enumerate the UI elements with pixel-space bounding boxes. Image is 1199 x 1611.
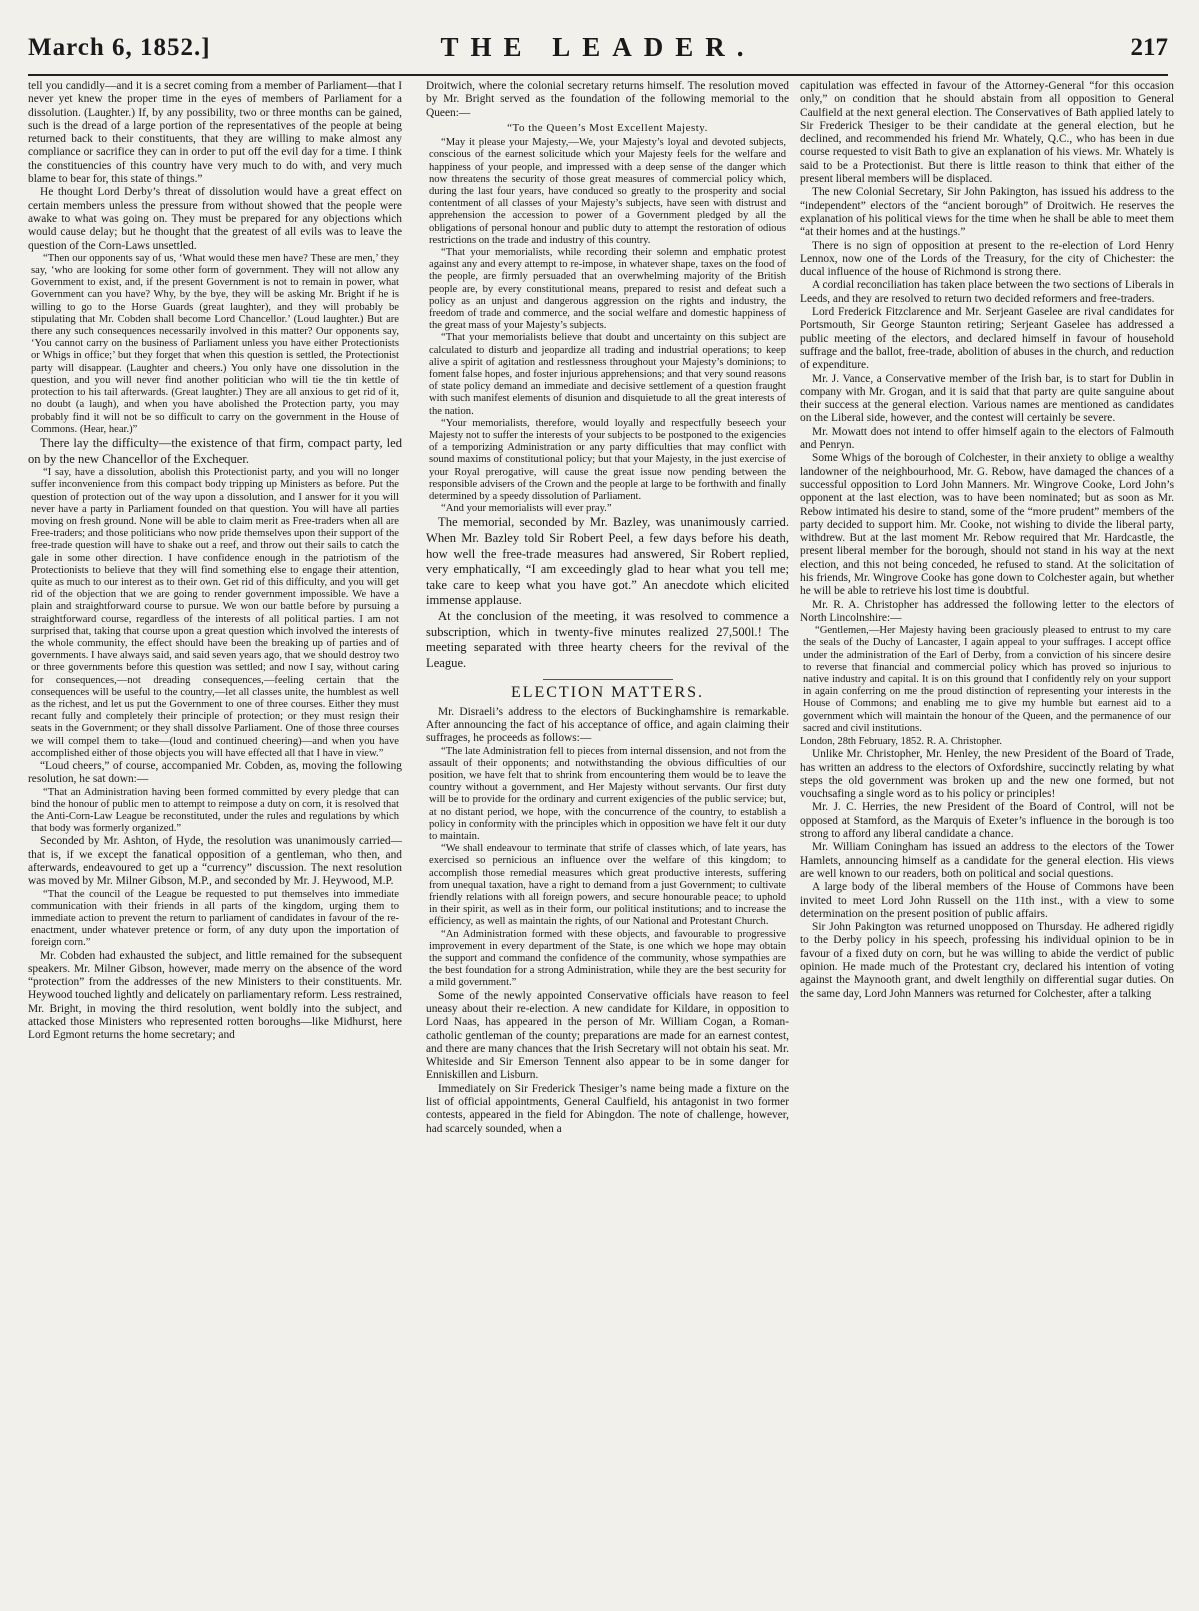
article-paragraph: Sir John Pakington was returned unopposed on Thursday. He adhered rigidly to the Derby policy in his speech, professing his individual opinion to be in favour of a fixed duty on corn, but he was willing to abide the verdict of public opinion. He made much of the Protestant cry, declared his intention of voting against the Maynooth grant, and dwelt lengthily on differential sugar duties. On the same day, Lord John Manners was returned for Colchester, after a talking bbox=[800, 921, 1174, 1000]
column-left bbox=[28, 80, 402, 1608]
article-paragraph: capitulation was effected in favour of the Attorney-General “for this occasion only,” on condition that he should abstain from all opposition to General Caulfield at the next general election. The Conservatives of Bath applied lately to Sir Frederick Thesiger to be their candidate at the general election, but he declined, and recommended his friend Mr. Whately, Q.C., who has been in due course requested to visit Bath to give an explanation of his views. Mr. Whately is said to be a Protectionist. But there is little reason to think that either of the present liberal members will be displaced. bbox=[800, 80, 1174, 186]
article-paragraph: Droitwich, where the colonial secretary returns himself. The resolution moved by Mr. Bright served as the foundation of the following memorial to the Queen:— bbox=[426, 80, 789, 119]
article-paragraph: At the conclusion of the meeting, it was resolved to commence a subscription, which in twenty-five minutes realized 27,500l.! The meeting separated with three hearty cheers for the revival of the League. bbox=[426, 609, 789, 670]
article-paragraph: Lord Frederick Fitzclarence and Mr. Serjeant Gaselee are rival candidates for Portsmouth, Sir George Staunton retiring; Serjeant Gaselee has addressed a public meeting of the electors, and declared himself in favour of household suffrage and the ballot, free-trade, abolition of abuses in the church, and reduction of expenditure. bbox=[800, 306, 1174, 372]
quoted-paragraph: “The late Administration fell to pieces from internal dissension, and not from the assault of their opponents; and notwithstanding the obvious difficulties of our position, we have felt that to shrink from encountering them would be to leave the country without a government, and Her Majesty without servants. Our first duty will be to provide for the ordinary and current exigencies of the public service; but, at no distant period, we hope, with the concurrence of the country, to establish a policy in conformity with the principles which in opposition we have felt it our duty to maintain. bbox=[429, 745, 786, 843]
article-paragraph: He thought Lord Derby’s threat of dissolution would have a great effect on certain members unless the pressure from without showed that the people were awake to what was going on. They must be prepared for any objections which would cause delay; but he thought that the greatest of all evils was to leave the question of the Corn-Laws unsettled. bbox=[28, 186, 402, 252]
masthead bbox=[28, 28, 1168, 76]
article-paragraph: Mr. William Coningham has issued an address to the electors of the Tower Hamlets, announcing himself as a candidate for the general election. His views are well known to our readers, both on political and social questions. bbox=[800, 841, 1174, 880]
article-paragraph: Immediately on Sir Frederick Thesiger’s name being made a fixture on the list of official appointments, General Caulfield, his antagonist in two former contests, appeared in the field for Abingdon. The note of challenge, however, had scarcely sounded, when a bbox=[426, 1082, 789, 1135]
quoted-paragraph: “We shall endeavour to terminate that strife of classes which, of late years, has exercised so pernicious an influence over the welfare of this kingdom; to accomplish those remedial measures which great productive interests, suffering from unequal taxation, have a right to demand from a just Government; to cultivate friendly relations with all foreign powers, and secure honourable peace; to uphold in their spirit, as well as in their form, our political institutions; and to increase the efficiency, as well as maintain the rights, of our National and Protestant Church. bbox=[429, 843, 786, 928]
memorial-paragraph: “May it please your Majesty,—We, your Majesty’s loyal and devoted subjects, conscious of the earnest solicitude which your Majesty feels for the welfare and happiness of your people, and impressed with a deep sense of the danger which now threatens the security of those great measures of commercial policy which, during the last four years, have conduced so greatly to the prosperity and social contentment of all classes of your Majesty’s subjects, have seen with distrust and apprehension the accession to power of a Government pledged by all the obligations of personal honour and public duty to attempt the restoration of odious restrictions on the trade and industry of this country. bbox=[429, 137, 786, 246]
article-paragraph: Some Whigs of the borough of Colchester, in their anxiety to oblige a wealthy landowner of the neighbourhood, Mr. G. Rebow, have damaged the chances of a successful opposition to Lord John Manners. Mr. Wingrove Cooke, Lord John’s opponent at the last election, was to have been nominated; but as soon as Mr. Rebow intimated his desire to stand, some of the “more prudent” members of the party decided to support him. Mr. Cooke, not wishing to divide the liberal party, withdrew. But at the last moment Mr. Rebow required that Mr. Hardcastle, the present liberal member for the borough, should not stand in his way at the next election, and this not being conceded, he refused to stand. At the solicitation of his friends, Mr. Wingrove Cooke has gone down to Colchester again, but whether he will be able to retrieve his lost time is doubtful. bbox=[800, 452, 1174, 598]
quoted-paragraph: “An Administration formed with these objects, and favourable to progressive improvement in every department of the State, is one which we hope may obtain the support and command the confidence of the community, whose sympathies are the best foundation for a strong Administration, while they are the best security for a mild government.” bbox=[429, 928, 786, 989]
section-divider bbox=[543, 679, 673, 680]
memorial-paragraph: “Your memorialists, therefore, would loyally and respectfully beseech your Majesty not to suffer the interests of your subjects to be postponed to the exigencies of a temporizing Administration or any party difficulties that may conflict with sound maxims of constitutional policy; but that your Majesty, in the just exercise of your Royal prerogative, will cause the great issue now pending between the responsible advisers of the Crown and the people at large to be forthwith and finally determined by a speedy dissolution of Parliament. bbox=[429, 417, 786, 503]
resolution-text: “That the council of the League be requested to put themselves into immediate communication with their friends in all parts of the kingdom, urging them to immediate action to prevent the return to parliament of candidates in favour of the re-enactment, under whatever pretence or form, of any duty upon the importation of foreign corn.” bbox=[31, 888, 399, 949]
article-paragraph: There lay the difficulty—the existence of that firm, compact party, led on by the new Chancellor of the Exchequer. bbox=[28, 435, 402, 466]
column-right bbox=[800, 80, 1174, 1608]
quoted-paragraph: “Then our opponents say of us, ‘What would these men have? These are men,’ they say, ‘who are looking for some other form of government. They will not allow any Government to exist, and, if the present Government is not to remain in power, what Government can you have? Why, by the bye, they will be asking Mr. Bright if he is willing to go to the Horse Guards (great laughter), and they will probably be stipulating that Mr. Cobden shall become Lord Chancellor.’ (Loud laughter.) But are there any such consequences necessarily involved in this matter? Our opponents say, ‘You cannot carry on the business of Parliament unless you have either Protectionists or Whigs in office;’ but they forget that when this question is settled, the Protectionist party will disappear. (Laughter and cheers.) You only have one dissolution in the question, and you will never find another politician who will tie the tin kettle of protection to his tail afterwards. (Great laughter.) They are all anxious to get rid of it, no doubt (a laugh), and when you have abolished the Protection party, you may probably find it will not be so difficult to carry on the government in the House of Commons. (Hear, hear.)” bbox=[31, 252, 399, 435]
section-heading: ELECTION MATTERS. bbox=[510, 684, 705, 702]
article-paragraph: A cordial reconciliation has taken place between the two sections of Liberals in Leeds, and they are resolved to return two decided reformers and free-traders. bbox=[800, 279, 1174, 305]
article-paragraph: Mr. Mowatt does not intend to offer himself again to the electors of Falmouth and Penryn. bbox=[800, 425, 1174, 452]
memorial-address: “To the Queen’s Most Excellent Majesty. bbox=[507, 121, 708, 134]
article-paragraph: A large body of the liberal members of the House of Commons have been invited to meet Lord John Russell on the 11th inst., with a view to some determination on the present position of public affairs. bbox=[800, 881, 1174, 920]
article-paragraph: Unlike Mr. Christopher, Mr. Henley, the new President of the Board of Trade, has written an address to the electors of Oxfordshire, succinctly relating by what steps the old government was broken up and the new one formed, but not vouchsafing a single word as to his policy or principles! bbox=[800, 748, 1174, 801]
resolution-text: “That an Administration having been formed committed by every pledge that can bind the honour of public men to attempt to reimpose a duty on corn, it is resolved that the Anti-Corn-Law League be reconstituted, under the rules and regulations by which that body was formerly organized.” bbox=[31, 786, 399, 835]
issue-date: March 6, 1852.] bbox=[28, 34, 211, 61]
article-paragraph: Seconded by Mr. Ashton, of Hyde, the resolution was unanimously carried—that is, if we except the fanatical opposition of a gentleman, who then, and afterwards, endeavoured to get up a “currency” discussion. The next resolution was moved by Mr. Milner Gibson, M.P., and seconded by Mr. J. Heywood, M.P. bbox=[28, 835, 402, 888]
article-paragraph: “Loud cheers,” of course, accompanied Mr. Cobden, as, moving the following resolution, he sat down:— bbox=[28, 759, 402, 786]
article-paragraph: tell you candidly—and it is a secret coming from a member of Parliament—that I never yet knew the proper time in the eyes of members of Parliament for a dissolution. (Laughter.) If, by any possibility, two or three months can be gained, such is the dread of a large portion of the representatives of the people at being returned back to their constituents, that they are willing to make almost any compliance or sacrifice they can in order to put off the evil day for a time. I think the constituencies of this country have very much to do with, and very much blame to bear for, this state of things.” bbox=[28, 80, 402, 186]
quoted-paragraph: “I say, have a dissolution, abolish this Protectionist party, and you will no longer suffer inconvenience from this compact body tripping up Ministers as before. Put the question of protection out of the way upon a dissolution, and I answer for it you will never have a party in Parliament founded on that question. You will have all parties moving on fresh ground. None will be able to claim merit as Free-traders when all are Free-traders; and those politicians who now pride themselves upon their support of the free-trade question will have to shake out a reef, and throw out their sails to catch the gale in some other direction. I have confidence enough in the patriotism of the Protectionists to believe that they will find something else to engage their attention, quite as much to our interest as to their own. Get rid of this difficulty, and you will get rid of the objection that we are going to render government impossible. We have a plain and straightforward course to pursue. We won our battle before by pursuing a straightforward course, regardless of the interests of all political parties. I am not surprised that, taking that course upon a great question which involved the interests of the whole community, the effect should have been the breaking up of parties and of governments. I have always said, and said seven years ago, that we should destroy two or three governments before this question was settled; and now I say, without caring for consequences,—not dreading consequences,—feeling certain that the consequences will be useful to the country,—let all classes unite, the humblest as well as the richest, and let us put the Government to one of three courses. Either they must recant fully and completely their principle of protection; or they must resign their seats in the Government; or they shall dissolve Parliament. One of those three courses we will compel them to take—(loud and continued cheering)—and when you have accomplished either of those objects you will have effected all that I have in view.” bbox=[31, 467, 399, 759]
memorial-paragraph: “That your memorialists believe that doubt and uncertainty on this subject are calculated to disturb and jeopardize all trading and industrial operations; to keep alive a spirit of agitation and restlessness throughout your Majesty’s dominions; to foment false hopes, and foster injurious apprehensions; and that very sound reasons of state policy demand an immediate and decisive settlement of a question fraught with such manifest elements of disunion and disquietude to all the great interests of the nation. bbox=[429, 332, 786, 417]
letter-text: “Gentlemen,—Her Majesty having been graciously pleased to entrust to my care the seals of the Duchy of Lancaster, I again appeal to your suffrages. I accept office under the administration of the Earl of Derby, from a conviction of his sincere desire to reverse that financial and commercial policy which has proved so injurious to native industry and capital. It is on this ground that I confidently rely on your support in again conferring on me the proud distinction of representing your interests in the House of Commons; and enabling me to give my humble but earnest aid to a government which will maintain the honour of the Queen, and the permanence of our sacred and civil institutions. bbox=[803, 625, 1171, 734]
letter-signature: London, 28th February, 1852. R. A. Christopher. bbox=[800, 736, 1002, 747]
page-number: 217 bbox=[1130, 34, 1168, 61]
article-paragraph: The new Colonial Secretary, Sir John Pakington, has issued his address to the “independent” electors of the “ancient borough” of Droitwich. He reserves the explanation of his political views for the time when he shall be able to meet them “at their homes and at the hustings.” bbox=[800, 186, 1174, 239]
article-paragraph: Mr. Cobden had exhausted the subject, and little remained for the subsequent speakers. Mr. Milner Gibson, however, made merry on the absence of the word “protection” from the addresses of the new Ministers to their constituents. Mr. Heywood touched lightly and delicately on parliamentary reform. Less restrained, Mr. Bright, in moving the third resolution, went boldly into the subject, and attacked those Ministers who represented rotten boroughs—like Midhurst, here Lord Egmont returns the home secretary; and bbox=[28, 949, 402, 1042]
article-paragraph: Mr. Disraeli’s address to the electors of Buckinghamshire is remarkable. After announcing the fact of his acceptance of office, and again claiming their suffrages, he proceeds as follows:— bbox=[426, 705, 789, 745]
memorial-paragraph: “And your memorialists will ever pray.” bbox=[441, 503, 612, 515]
article-paragraph: Some of the newly appointed Conservative officials have reason to feel uneasy about their re-election. A new candidate for Kildare, in opposition to Lord Naas, has appeared in the person of Mr. William Cogan, a Roman-catholic gentleman of the county; preparations are made for an earnest contest, and there are many chances that the Irish Secretary will not obtain his seat. Mr. Whiteside and Sir Emerson Tennent also appear to be in some danger for Enniskillen and Lisburn. bbox=[426, 989, 789, 1082]
article-paragraph: Mr. J. C. Herries, the new President of the Board of Control, will not be opposed at Stamford, as the Marquis of Exeter’s influence in the borough is too strong to afford any liberal candidate a chance. bbox=[800, 801, 1174, 841]
article-paragraph: The memorial, seconded by Mr. Bazley, was unanimously carried. When Mr. Bazley told Sir Robert Peel, a few days before his death, how well the free-trade measures had answered, Sir Robert replied, very emphatically, “I am exceedingly glad to hear what you tell me; take care to keep what you have got.” An anecdote which elicited immense applause. bbox=[426, 515, 789, 608]
column-middle bbox=[426, 80, 789, 1608]
article-paragraph: There is no sign of opposition at present to the re-election of Lord Henry Lennox, now one of the Lords of the Treasury, for the city of Chichester: the ducal influence of the house of Richmond is strong there. bbox=[800, 239, 1174, 279]
article-paragraph: Mr. J. Vance, a Conservative member of the Irish bar, is to start for Dublin in company with Mr. Grogan, and it is said that that party are quite sanguine about their success at the general election. Various names are mentioned as candidates on the Liberal side, however, and the contest will certainly be severe. bbox=[800, 372, 1174, 425]
article-paragraph: Mr. R. A. Christopher has addressed the following letter to the electors of North Lincolnshire:— bbox=[800, 598, 1174, 624]
memorial-paragraph: “That your memorialists, while recording their solemn and emphatic protest against any and every attempt to re-impose, in whatever shape, taxes on the food of the people, are firmly persuaded that an overwhelming majority of the British people are, by every constitutional means, prepared to resist and defeat such a policy as an unjust and dangerous aggression on the rights and industry, the freedom of trade and commerce, and the social welfare and domestic happiness of the great mass of your Majesty’s subjects. bbox=[429, 247, 786, 332]
newspaper-title: THE LEADER. bbox=[440, 32, 756, 62]
